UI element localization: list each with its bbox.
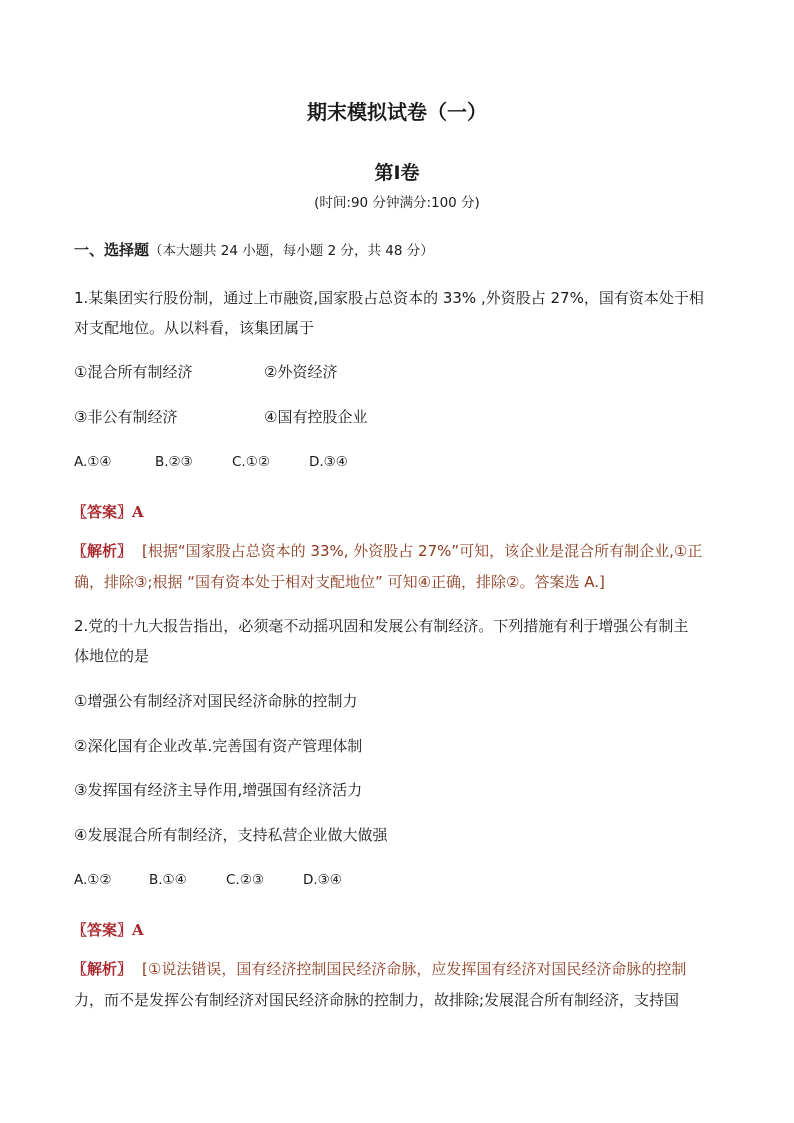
q2-stem-line2: 体地位的是 — [74, 647, 150, 665]
section-note: （本大题共 24 小题，每小题 2 分，共 48 分） — [149, 243, 434, 259]
q1-stem-line1: 1.某集团实行股份制，通过上市融资,国家股占总资本的 33% ,外资股占 27%，国有资本处于相 — [74, 289, 704, 307]
q1-analysis-line2: 确，排除③;根据 “国有资本处于相对支配地位” 可知④正确，排除②。答案选 A.] — [74, 573, 605, 591]
q1-items-row2 — [74, 407, 367, 427]
q1-option-b: B.②③ — [155, 454, 193, 470]
q1-analysis-text1: [根据“国家股占总资本的 33%, 外资股占 27%”可知，该企业是混合所有制企业,①正 — [142, 542, 703, 560]
q1-option-a: A.①④ — [74, 454, 112, 470]
q1-item-4: ④国有控股企业 — [264, 408, 368, 426]
q2-option-d: D.③④ — [303, 872, 342, 888]
q1-item-3: ③非公有制经济 — [74, 408, 178, 426]
q1-options — [74, 452, 348, 472]
q1-option-c: C.①② — [232, 454, 270, 470]
q1-stem-line2: 对支配地位。从以料看，该集团属于 — [74, 319, 315, 337]
volume-heading: 第Ⅰ卷 — [374, 162, 420, 184]
section-heading-line — [74, 240, 434, 261]
q2-item-1: ①增强公有制经济对国民经济命脉的控制力 — [74, 692, 358, 710]
q1-analysis-label: 〖解析〗 — [72, 542, 133, 560]
page-title: 期末模拟试卷（一） — [307, 100, 487, 124]
q2-analysis-line1 — [72, 959, 686, 979]
q2-analysis-line2: 力，而不是发挥公有制经济对国民经济命脉的控制力，故排除;发展混合所有制经济，支持国 — [74, 991, 680, 1009]
time-score-info: (时间:90 分钟满分:100 分) — [314, 195, 480, 211]
q1-items-row1 — [74, 362, 337, 382]
q2-options — [74, 870, 342, 890]
q2-option-b: B.①④ — [149, 872, 187, 888]
q2-item-3: ③发挥国有经济主导作用,增强国有经济活力 — [74, 781, 363, 799]
q1-option-d: D.③④ — [309, 454, 348, 470]
q2-analysis-label: 〖解析〗 — [72, 960, 133, 978]
q2-stem-line1: 2.党的十九大报告指出，必须毫不动摇巩固和发展公有制经济。下列措施有利于增强公有制主 — [74, 617, 689, 635]
q1-item-1: ①混合所有制经济 — [74, 363, 193, 381]
q1-analysis-line1 — [72, 541, 702, 561]
section-heading: 一、选择题 — [74, 241, 150, 259]
q2-item-2: ②深化国有企业改革.完善国有资产管理体制 — [74, 737, 363, 755]
q2-analysis-text1: [①说法错误，国有经济控制国民经济命脉，应发挥国有经济对国民经济命脉的控制 — [142, 960, 687, 978]
q2-item-4: ④发展混合所有制经济，支持私营企业做大做强 — [74, 826, 388, 844]
q2-option-a: A.①② — [74, 872, 112, 888]
q1-answer: 〖答案〗A — [72, 503, 144, 521]
q1-item-2: ②外资经济 — [264, 363, 338, 381]
q2-answer: 〖答案〗A — [72, 921, 144, 939]
q2-option-c: C.②③ — [226, 872, 264, 888]
